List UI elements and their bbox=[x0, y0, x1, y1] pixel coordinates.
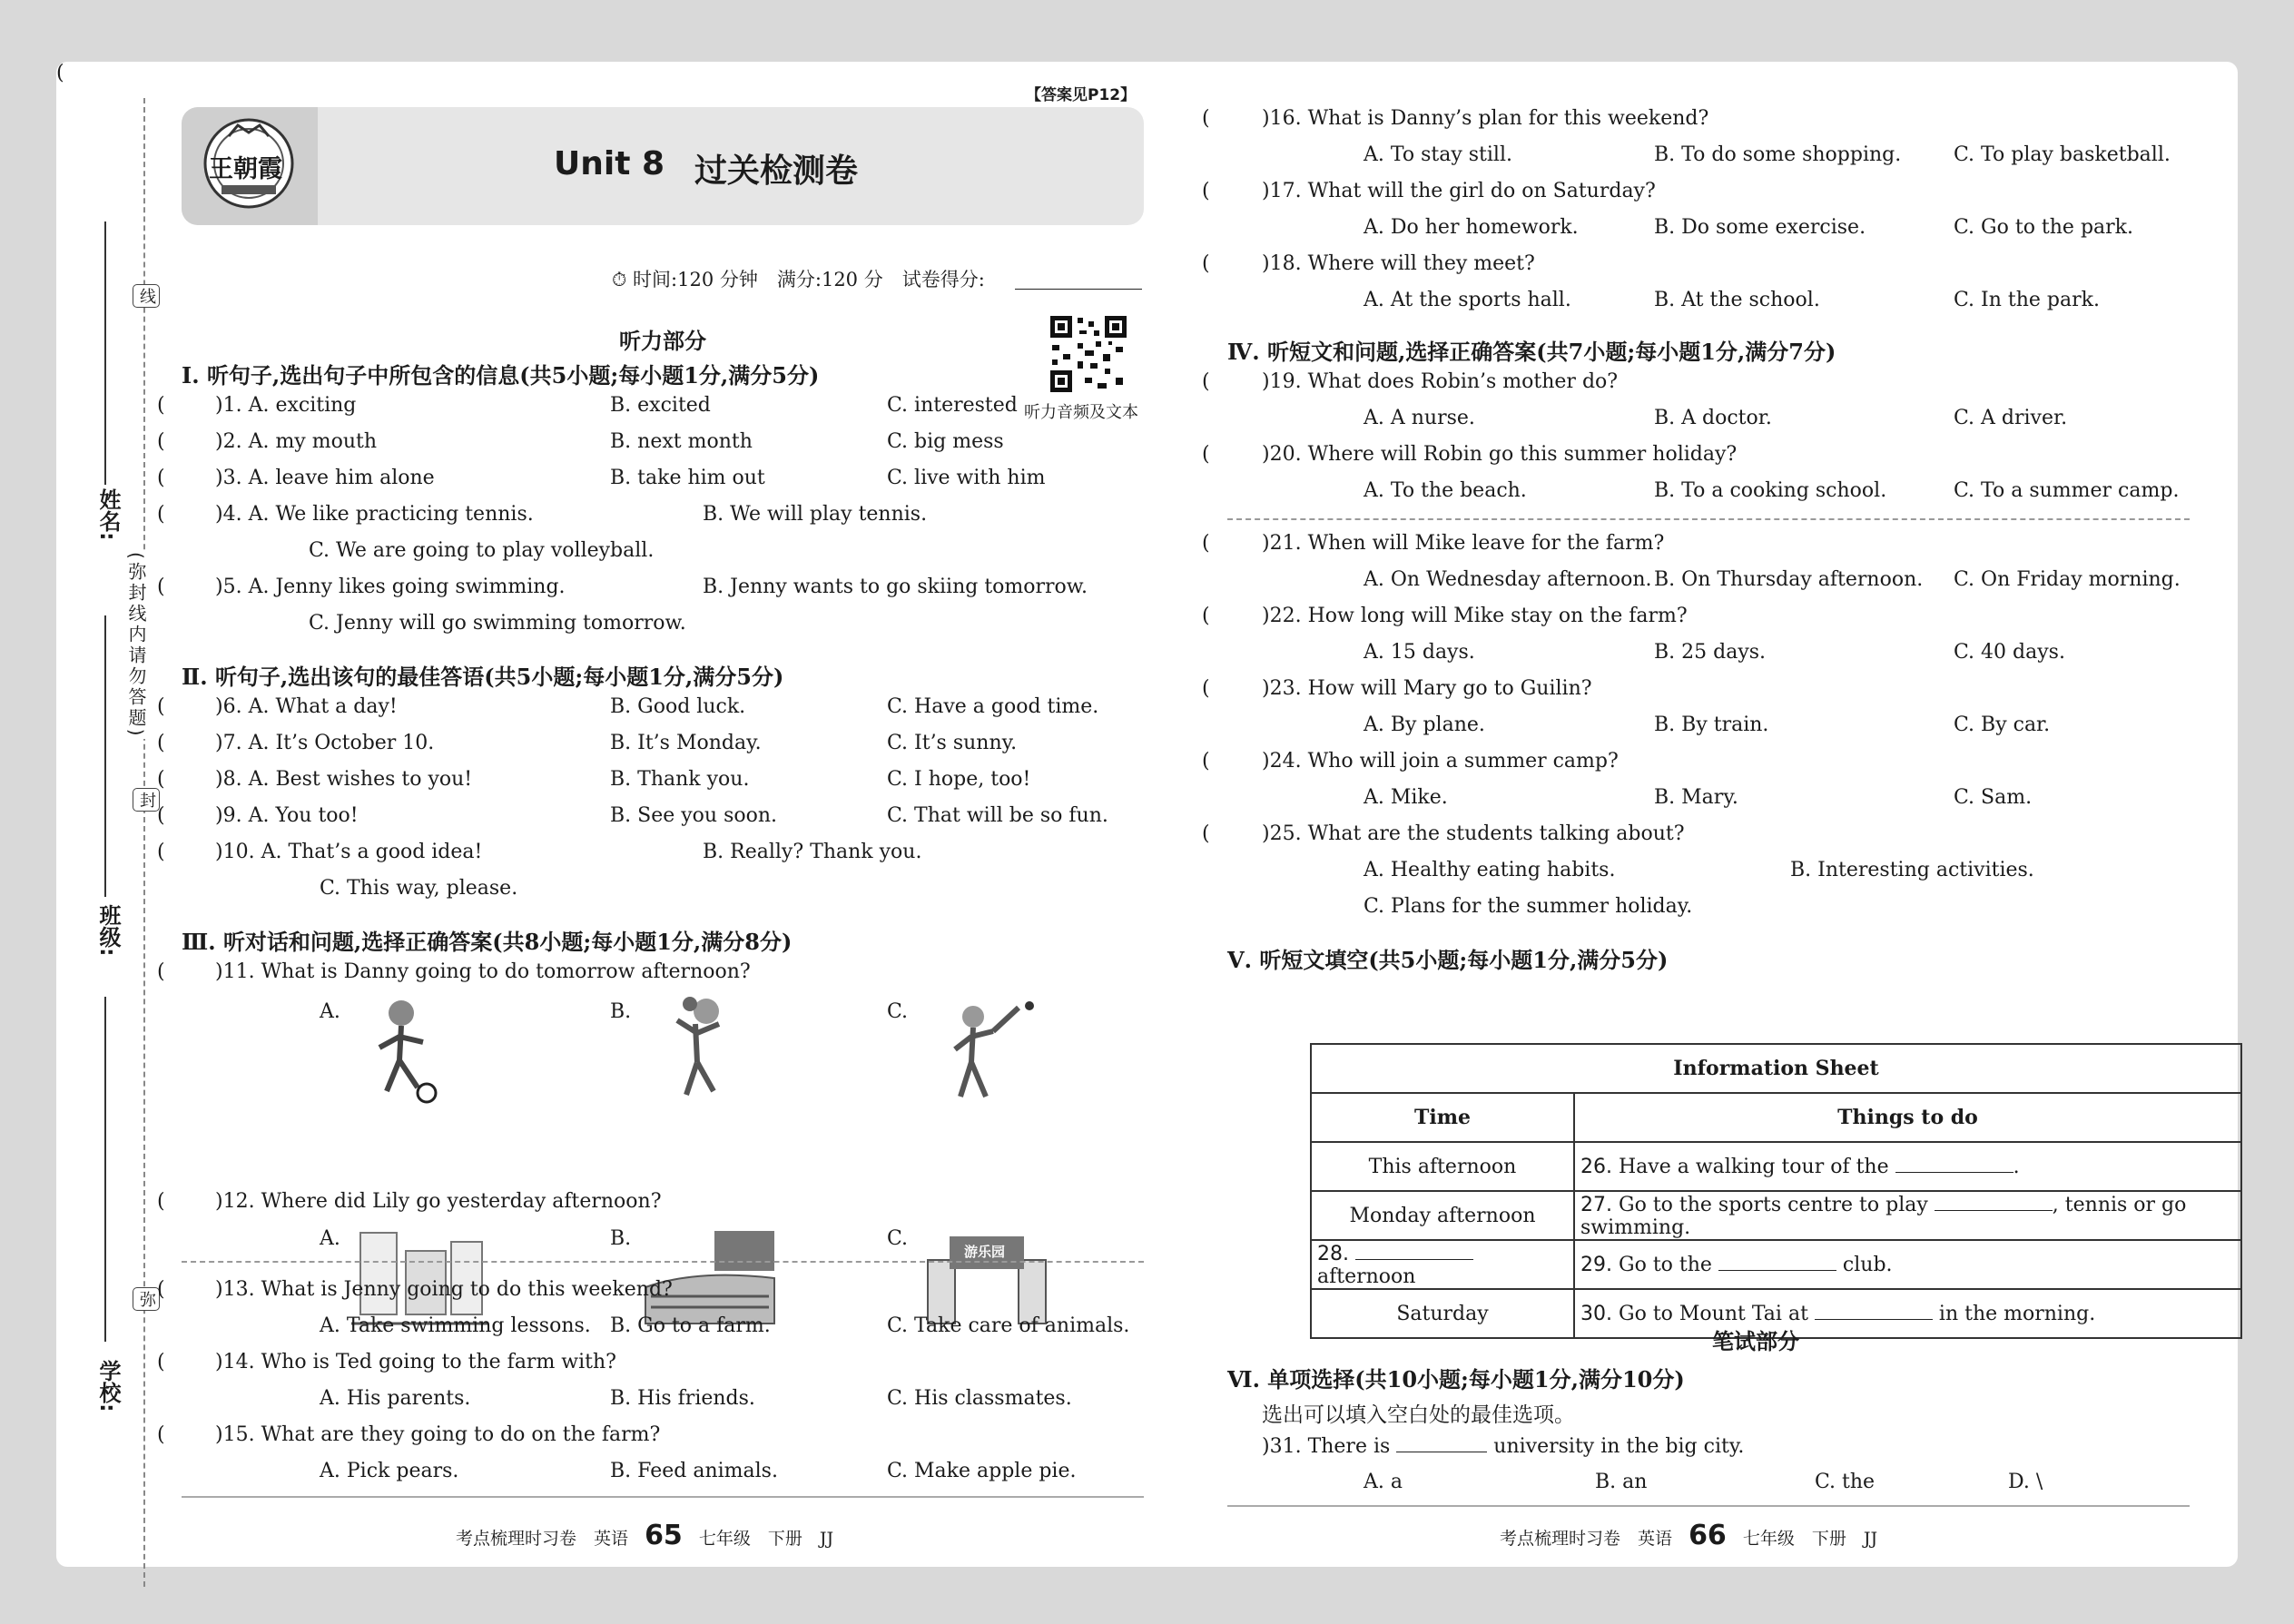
q26-text: Have a walking tour of the bbox=[1619, 1156, 1889, 1178]
footer-rule-right bbox=[1227, 1505, 2190, 1507]
q11-stem: )11. What is Danny going to do tomorrow afternoon? bbox=[215, 960, 751, 983]
row1-task bbox=[1574, 1142, 2241, 1191]
q30-number: 30. bbox=[1580, 1303, 1612, 1325]
footer-right-grade: 七年级 下册 JJ bbox=[1742, 1529, 1878, 1549]
q1-option-c: C. interested bbox=[887, 394, 1018, 417]
listening-title: 听力部分 bbox=[619, 329, 706, 354]
table-row bbox=[1311, 1240, 2241, 1289]
answer-bracket-q17[interactable]: ( bbox=[1202, 180, 1210, 202]
q30-text: Go to Mount Tai at bbox=[1619, 1303, 1808, 1325]
name-field[interactable] bbox=[104, 221, 106, 485]
q31-option-b: B. an bbox=[1595, 1471, 1648, 1493]
q12-option-b: B. bbox=[610, 1227, 632, 1250]
table-row bbox=[1311, 1142, 2241, 1191]
q20-option-c: C. To a summer camp. bbox=[1954, 479, 2180, 502]
unit-title: Unit 8 bbox=[554, 145, 665, 182]
q27-blank[interactable] bbox=[1935, 1193, 2053, 1211]
footer-left-grade: 七年级 下册 JJ bbox=[698, 1529, 834, 1549]
q1-stem: )1. A. exciting bbox=[215, 394, 357, 417]
answer-bracket-q9[interactable]: ( bbox=[157, 804, 165, 827]
q15-option-b: B. Feed animals. bbox=[610, 1460, 778, 1482]
answer-bracket-q22[interactable]: ( bbox=[1202, 605, 1210, 627]
q4-stem: )4. A. We like practicing tennis. bbox=[215, 503, 534, 526]
q22-option-a: A. 15 days. bbox=[1364, 641, 1475, 664]
section-1-heading: Ⅰ. 听句子,选出句子中所包含的信息(共5小题;每小题1分,满分5分) bbox=[182, 362, 820, 389]
q27-number: 27. bbox=[1580, 1193, 1612, 1216]
q24-option-a: A. Mike. bbox=[1364, 786, 1448, 809]
q29-number: 29. bbox=[1580, 1254, 1612, 1276]
q26-number: 26. bbox=[1580, 1156, 1612, 1178]
q29-end: club. bbox=[1842, 1254, 1893, 1276]
q25-option-c: C. Plans for the summer holiday. bbox=[1364, 895, 1693, 918]
table-row bbox=[1311, 1191, 2241, 1240]
footer-right bbox=[1500, 1520, 1877, 1551]
q10-option-c: C. This way, please. bbox=[320, 877, 518, 900]
q2-option-b: B. next month bbox=[610, 430, 753, 453]
q12-stem: )12. Where did Lily go yesterday afternoon? bbox=[215, 1190, 662, 1213]
class-field[interactable] bbox=[104, 615, 106, 897]
q30-blank[interactable] bbox=[1815, 1302, 1933, 1320]
q19-option-c: C. A driver. bbox=[1954, 407, 2068, 429]
q20-stem: )20. Where will Robin go this summer holiday? bbox=[1262, 443, 1738, 466]
q29-text: Go to the bbox=[1619, 1254, 1712, 1276]
q21-option-b: B. On Thursday afternoon. bbox=[1654, 568, 1924, 591]
answer-bracket-q20[interactable]: ( bbox=[1202, 443, 1210, 466]
q14-option-c: C. His classmates. bbox=[887, 1387, 1072, 1410]
answer-bracket-q5[interactable]: ( bbox=[157, 576, 165, 598]
q14-option-b: B. His friends. bbox=[610, 1387, 755, 1410]
footer-right-text: 考点梳理时习卷 英语 bbox=[1500, 1529, 1673, 1549]
q25-stem: )25. What are the students talking about? bbox=[1262, 822, 1685, 845]
q19-option-a: A. A nurse. bbox=[1364, 407, 1475, 429]
q13-option-c: C. Take care of animals. bbox=[887, 1314, 1130, 1337]
binding-mark-close: 弥 bbox=[133, 1287, 160, 1311]
name-label: 姓名: bbox=[95, 488, 121, 541]
q11-image-basketball[interactable] bbox=[637, 997, 764, 1106]
answer-bracket-q19[interactable]: ( bbox=[1202, 370, 1210, 393]
footer-left bbox=[456, 1520, 833, 1551]
q18-stem: )18. Where will they meet? bbox=[1262, 252, 1535, 275]
q28-text: afternoon bbox=[1317, 1265, 1416, 1288]
q29-blank[interactable] bbox=[1718, 1253, 1836, 1271]
q12-image-park-sign: 游乐园 bbox=[964, 1244, 1006, 1260]
footer-rule-left bbox=[182, 1496, 1144, 1498]
page-inner bbox=[56, 62, 2238, 1567]
section-6-heading: Ⅵ. 单项选择(共10小题;每小题1分,满分10分) bbox=[1227, 1366, 1685, 1393]
answer-bracket-q24[interactable]: ( bbox=[1202, 750, 1210, 773]
q12-option-a: A. bbox=[320, 1227, 340, 1250]
q13-stem: )13. What is Jenny going to do this weekend? bbox=[215, 1278, 673, 1301]
page-number-right: 66 bbox=[1689, 1520, 1727, 1551]
q11-option-b: B. bbox=[610, 1000, 632, 1023]
answer-bracket-q8[interactable]: ( bbox=[157, 768, 165, 791]
q9-stem: )9. A. You too! bbox=[215, 804, 359, 827]
q9-option-b: B. See you soon. bbox=[610, 804, 778, 827]
row3-task bbox=[1574, 1240, 2241, 1289]
qr-code[interactable] bbox=[1049, 314, 1128, 394]
answer-bracket-q31[interactable]: ( bbox=[56, 62, 64, 84]
q17-option-c: C. Go to the park. bbox=[1954, 216, 2133, 239]
q9-option-c: C. That will be so fun. bbox=[887, 804, 1108, 827]
q10-option-b: B. Really? Thank you. bbox=[703, 841, 922, 863]
q21-stem: )21. When will Mike leave for the farm? bbox=[1262, 532, 1665, 555]
school-field[interactable] bbox=[104, 997, 106, 1342]
q28-number: 28. bbox=[1317, 1242, 1349, 1265]
q24-stem: )24. Who will join a summer camp? bbox=[1262, 750, 1619, 773]
q6-option-c: C. Have a good time. bbox=[887, 695, 1099, 718]
q11-option-a: A. bbox=[320, 1000, 340, 1023]
q7-option-c: C. It’s sunny. bbox=[887, 732, 1018, 754]
q19-option-b: B. A doctor. bbox=[1654, 407, 1772, 429]
school-label: 学校: bbox=[95, 1360, 121, 1412]
answer-bracket-q25[interactable]: ( bbox=[1202, 822, 1210, 845]
q11-image-baseball[interactable] bbox=[919, 997, 1046, 1106]
score-field[interactable] bbox=[1015, 289, 1142, 290]
answer-bracket-q13[interactable]: ( bbox=[157, 1278, 165, 1301]
q8-stem: )8. A. Best wishes to you! bbox=[215, 768, 473, 791]
answer-reference: 【答案见P12】 bbox=[1026, 86, 1137, 104]
publisher-logo bbox=[202, 116, 296, 211]
q31-option-d: D. \ bbox=[2008, 1471, 2043, 1493]
q24-option-b: B. Mary. bbox=[1654, 786, 1738, 809]
q20-option-b: B. To a cooking school. bbox=[1654, 479, 1887, 502]
binding-mark-seal: 封 bbox=[133, 788, 160, 812]
q18-option-c: C. In the park. bbox=[1954, 289, 2100, 311]
binding-warning: (弥封线内请勿答题) bbox=[123, 552, 150, 739]
answer-bracket-q11[interactable]: ( bbox=[157, 960, 165, 983]
q23-option-a: A. By plane. bbox=[1364, 714, 1485, 736]
logo-text: 王朝霞 bbox=[209, 155, 282, 183]
q16-option-a: A. To stay still. bbox=[1364, 143, 1512, 166]
q31-option-a: A. a bbox=[1364, 1471, 1403, 1493]
row1-time: This afternoon bbox=[1311, 1142, 1574, 1191]
q4-option-c: C. We are going to play volleyball. bbox=[309, 539, 655, 562]
row3-time bbox=[1311, 1240, 1574, 1289]
section-6-instruction: 选出可以填入空白处的最佳选项。 bbox=[1262, 1403, 1575, 1427]
q6-stem: )6. A. What a day! bbox=[215, 695, 398, 718]
q5-stem: )5. A. Jenny likes going swimming. bbox=[215, 576, 566, 598]
q21-option-a: A. On Wednesday afternoon. bbox=[1364, 568, 1652, 591]
section-2-heading: Ⅱ. 听句子,选出该句的最佳答语(共5小题;每小题1分,满分5分) bbox=[182, 664, 784, 690]
q16-stem: )16. What is Danny’s plan for this weekend? bbox=[1262, 107, 1709, 130]
row4-task bbox=[1574, 1289, 2241, 1338]
q2-stem: )2. A. my mouth bbox=[215, 430, 378, 453]
cut-line-right bbox=[1227, 518, 2190, 520]
q11-image-football[interactable] bbox=[347, 997, 474, 1106]
q31-line bbox=[1262, 1434, 1744, 1458]
binding-mark-line: 线 bbox=[133, 284, 160, 308]
q15-option-a: A. Pick pears. bbox=[320, 1460, 459, 1482]
cut-line-left bbox=[182, 1261, 1144, 1263]
page-number-left: 65 bbox=[645, 1520, 683, 1551]
row2-time: Monday afternoon bbox=[1311, 1191, 1574, 1240]
answer-bracket-q14[interactable]: ( bbox=[157, 1351, 165, 1373]
answer-bracket-q6[interactable]: ( bbox=[157, 695, 165, 718]
q3-option-b: B. take him out bbox=[610, 467, 765, 489]
answer-bracket-q7[interactable]: ( bbox=[157, 732, 165, 754]
q5-option-c: C. Jenny will go swimming tomorrow. bbox=[309, 612, 686, 635]
q16-option-c: C. To play basketball. bbox=[1954, 143, 2171, 166]
section-3-heading: Ⅲ. 听对话和问题,选择正确答案(共8小题;每小题1分,满分8分) bbox=[182, 929, 793, 955]
q23-option-b: B. By train. bbox=[1654, 714, 1769, 736]
q31-option-c: C. the bbox=[1815, 1471, 1876, 1493]
answer-bracket-q3[interactable]: ( bbox=[157, 467, 165, 489]
page-title: 过关检测卷 bbox=[694, 153, 859, 190]
q24-option-c: C. Sam. bbox=[1954, 786, 2033, 809]
q17-option-a: A. Do her homework. bbox=[1364, 216, 1579, 239]
q27-text: Go to the sports centre to play bbox=[1619, 1193, 1928, 1216]
answer-bracket-q15[interactable]: ( bbox=[157, 1423, 165, 1446]
q22-option-b: B. 25 days. bbox=[1654, 641, 1767, 664]
q25-option-a: A. Healthy eating habits. bbox=[1364, 859, 1616, 881]
q11-option-c: C. bbox=[887, 1000, 909, 1023]
section-4-heading: Ⅳ. 听短文和问题,选择正确答案(共7小题;每小题1分,满分7分) bbox=[1227, 339, 1836, 365]
q18-option-b: B. At the school. bbox=[1654, 289, 1820, 311]
q8-option-c: C. I hope, too! bbox=[887, 768, 1031, 791]
row4-time: Saturday bbox=[1311, 1289, 1574, 1338]
q22-stem: )22. How long will Mike stay on the farm? bbox=[1262, 605, 1688, 627]
q4-option-b: B. We will play tennis. bbox=[703, 503, 928, 526]
q1-option-b: B. excited bbox=[610, 394, 711, 417]
row2-task bbox=[1574, 1191, 2241, 1240]
q21-option-c: C. On Friday morning. bbox=[1954, 568, 2181, 591]
q31-blank[interactable] bbox=[1396, 1434, 1487, 1452]
binding-line bbox=[143, 98, 145, 1587]
q28-blank[interactable] bbox=[1355, 1242, 1473, 1260]
q17-stem: )17. What will the girl do on Saturday? bbox=[1262, 180, 1656, 202]
footer-left-text: 考点梳理时习卷 英语 bbox=[456, 1529, 629, 1549]
q15-stem: )15. What are they going to do on the farm? bbox=[215, 1423, 661, 1446]
q3-stem: )3. A. leave him alone bbox=[215, 467, 435, 489]
q19-stem: )19. What does Robin’s mother do? bbox=[1262, 370, 1619, 393]
writing-title: 笔试部分 bbox=[1712, 1329, 1799, 1354]
q14-option-a: A. His parents. bbox=[320, 1387, 471, 1410]
q16-option-b: B. To do some shopping. bbox=[1654, 143, 1902, 166]
q13-option-b: B. Go to a farm. bbox=[610, 1314, 771, 1337]
q25-option-b: B. Interesting activities. bbox=[1790, 859, 2034, 881]
qr-label: 听力音频及文本 bbox=[1024, 403, 1138, 422]
answer-bracket-q12[interactable]: ( bbox=[157, 1190, 165, 1213]
q30-end: in the morning. bbox=[1938, 1303, 2096, 1325]
q27-end: , tennis or go swimming. bbox=[1580, 1193, 2187, 1239]
table-header-time: Time bbox=[1311, 1093, 1574, 1142]
table-title: Information Sheet bbox=[1311, 1044, 2241, 1093]
q3-option-c: C. live with him bbox=[887, 467, 1046, 489]
q7-option-b: B. It’s Monday. bbox=[610, 732, 762, 754]
q5-option-b: B. Jenny wants to go skiing tomorrow. bbox=[703, 576, 1088, 598]
table-header-things: Things to do bbox=[1574, 1093, 2241, 1142]
q7-stem: )7. A. It’s October 10. bbox=[215, 732, 435, 754]
answer-bracket-q16[interactable]: ( bbox=[1202, 107, 1210, 130]
information-sheet-table bbox=[1310, 1043, 2242, 1339]
answer-bracket-q10[interactable]: ( bbox=[157, 841, 165, 863]
q20-option-a: A. To the beach. bbox=[1364, 479, 1527, 502]
q14-stem: )14. Who is Ted going to the farm with? bbox=[215, 1351, 616, 1373]
answer-bracket-q18[interactable]: ( bbox=[1202, 252, 1210, 275]
q22-option-c: C. 40 days. bbox=[1954, 641, 2065, 664]
answer-bracket-q4[interactable]: ( bbox=[157, 503, 165, 526]
class-label: 班级: bbox=[95, 904, 121, 957]
q26-blank[interactable] bbox=[1895, 1155, 2013, 1173]
q23-option-c: C. By car. bbox=[1954, 714, 2051, 736]
q15-option-c: C. Make apple pie. bbox=[887, 1460, 1077, 1482]
q13-option-a: A. Take swimming lessons. bbox=[320, 1314, 591, 1337]
q10-stem: )10. A. That’s a good idea! bbox=[215, 841, 483, 863]
q2-option-c: C. big mess bbox=[887, 430, 1004, 453]
q17-option-b: B. Do some exercise. bbox=[1654, 216, 1866, 239]
exam-meta: ⏱ 时间:120 分钟 满分:120 分 试卷得分: bbox=[612, 269, 985, 290]
q23-stem: )23. How will Mary go to Guilin? bbox=[1262, 677, 1592, 700]
answer-bracket-q23[interactable]: ( bbox=[1202, 677, 1210, 700]
q26-end: . bbox=[2013, 1156, 2020, 1178]
q6-option-b: B. Good luck. bbox=[610, 695, 746, 718]
section-5-heading: Ⅴ. 听短文填空(共5小题;每小题1分,满分5分) bbox=[1227, 947, 1669, 973]
q12-option-c: C. bbox=[887, 1227, 909, 1250]
q8-option-b: B. Thank you. bbox=[610, 768, 750, 791]
q31-stem-end: university in the big city. bbox=[1493, 1435, 1745, 1458]
q18-option-a: A. At the sports hall. bbox=[1364, 289, 1571, 311]
answer-bracket-q1[interactable]: ( bbox=[157, 394, 165, 417]
answer-bracket-q2[interactable]: ( bbox=[157, 430, 165, 453]
answer-bracket-q21[interactable]: ( bbox=[1202, 532, 1210, 555]
q31-stem: )31. There is bbox=[1262, 1435, 1391, 1458]
